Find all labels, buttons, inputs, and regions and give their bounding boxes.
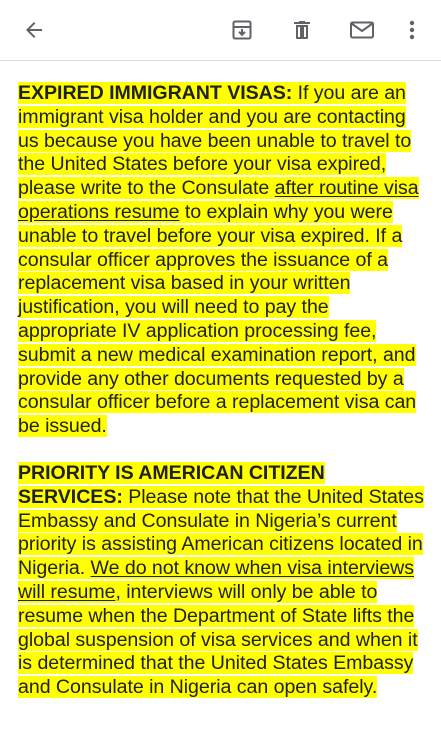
highlighted-text [18, 82, 419, 437]
more-options-button[interactable] [390, 6, 434, 54]
trash-icon [290, 18, 314, 42]
paragraph-text: to explain why you were unable to travel before your visa expired. If a consular officer approves the issuance of a replacement visa based in your written justification, you will need to pay the appropriate IV application processing fee, submit a new medical examination report, and provide any other documents requested by a consular officer before a replacement visa can be issued. [18, 200, 417, 438]
paragraph-text: If you are an immigrant visa holder and you are contacting us because you have been unable to travel to the United States before your visa expired, please write to the Consulate [18, 82, 412, 200]
visa-interviews-resume-link[interactable]: We do not know when visa interviews will resume [18, 557, 415, 603]
paragraph-expired-visas [18, 82, 430, 439]
paragraph-text: Please note that the United States Embassy and Consulate in Nigeria’s current priority is assisting American citizens located in Nigeria. [18, 485, 424, 580]
paragraph-heading: PRIORITY IS AMERICAN CITIZEN SERVICES: [18, 461, 325, 508]
archive-button[interactable] [218, 6, 266, 54]
delete-button[interactable] [278, 6, 326, 54]
routine-visa-operations-link[interactable]: after routine visa operations resume [18, 177, 419, 223]
paragraph-heading: EXPIRED IMMIGRANT VISAS: [18, 82, 293, 104]
mail-icon [349, 18, 375, 42]
highlighted-text [18, 462, 424, 698]
more-vertical-icon [408, 18, 416, 42]
archive-icon [230, 18, 254, 42]
top-app-bar [0, 0, 441, 61]
paragraph-text: , interviews will only be able to resume when the Department of State lifts the global suspension of visa services and when it is determined that the United States Embassy and Consulate in Nigeria can open safely. [18, 580, 418, 699]
arrow-left-icon [22, 18, 46, 42]
back-button[interactable] [10, 6, 58, 54]
paragraph-priority-acs [18, 462, 430, 700]
message-body [18, 82, 430, 723]
mark-unread-button[interactable] [338, 6, 386, 54]
